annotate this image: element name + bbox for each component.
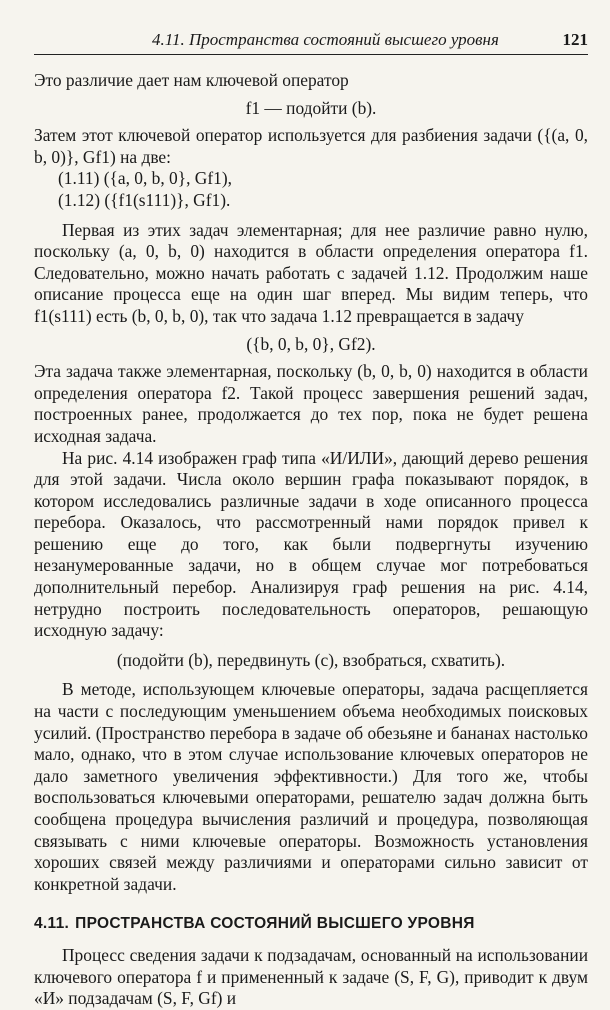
section-number: 4.11.: [34, 915, 70, 933]
formula-task-f2: ({b, 0, b, 0}, Gf2).: [246, 333, 376, 354]
paragraph-1: Это различие дает нам ключевой оператор: [34, 70, 349, 90]
section-heading: [34, 913, 588, 935]
paragraph-7: Процесс сведения задачи к подзадачам, основанный на использовании ключевого оператора f и примененный к задаче (S, F, G), приводит к двум «И» подзадачам (S, F, Gf) и: [34, 944, 588, 1009]
paragraph-5: На рис. 4.14 изображен граф типа «И/ИЛИ», дающий дерево решения для этой задачи. Числа около вершин графа показывают порядок, в котором исследовались различные задачи в ходе описанного процесса перебора. Оказалось, что рассмотренный нами порядок привел к решению еще до того, как были подвергнуты изучению незанумерованные задачи, но в общем случае мог потребоваться дополнительный перебор. Анализируя граф решения на рис. 4.14, нетрудно построить последовательность операторов, решающую исходную задачу:: [34, 447, 588, 641]
running-header: [34, 28, 588, 55]
page-body: [34, 70, 588, 1010]
paragraph-3: Первая из этих задач элементарная; для нее различие равно нулю, поскольку (a, 0, b, 0) находится в области определения оператора f1. Следовательно, можно начать работать с задачей 1.12. Продолжим наше описание процесса еще на один шаг вперед. Мы видим теперь, что f1(s111) есть (b, 0, b, 0), так что задача 1.12 превращается в задачу: [34, 219, 588, 326]
paragraph-2: Затем этот ключевой оператор используется для разбиения задачи ({(a, 0, b, 0)}, Gf1) на две:: [34, 125, 588, 167]
paragraph-6: В методе, использующем ключевые операторы, задача расщепляется на части с последующим уменьшением объема необходимых поисковых усилий. (Пространство перебора в задаче об обезьяне и бананах настолько мало, однако, что в этом случае использование ключевых операторов не дало заметного увеличения эффективности.) Для того же, чтобы воспользоваться ключевыми операторами, решателю задач должна быть сообщена процедура вычисления различий и процедура, позволяющая связывать с ними ключевые операторы. Возможность установления хороших связей между различиями и операторами сильно зависит от конкретной задачи.: [34, 679, 588, 894]
paragraph-4: Эта задача также элементарная, поскольку (b, 0, b, 0) находится в области определения оператора f2. Такой процесс завершения решений задач, построенных ранее, продолжается до тех пор, пока не будет решена исходная задача.: [34, 361, 588, 446]
section-title: ПРОСТРАНСТВА СОСТОЯНИЙ ВЫСШЕГО УРОВНЯ: [75, 915, 475, 933]
page-number: 121: [562, 30, 588, 49]
formula-1-11: (1.11) ({a, 0, b, 0}, Gf1),: [58, 168, 232, 189]
header-title: 4.11. Пространства состояний высшего уровня: [152, 30, 499, 49]
formula-key-operator: f1 — подойти (b).: [245, 97, 377, 118]
formula-1-12: (1.12) ({f1(s111)}, Gf1).: [58, 189, 231, 210]
formula-operator-sequence: (подойти (b), передвинуть (c), взобраться, схватить).: [116, 649, 506, 670]
